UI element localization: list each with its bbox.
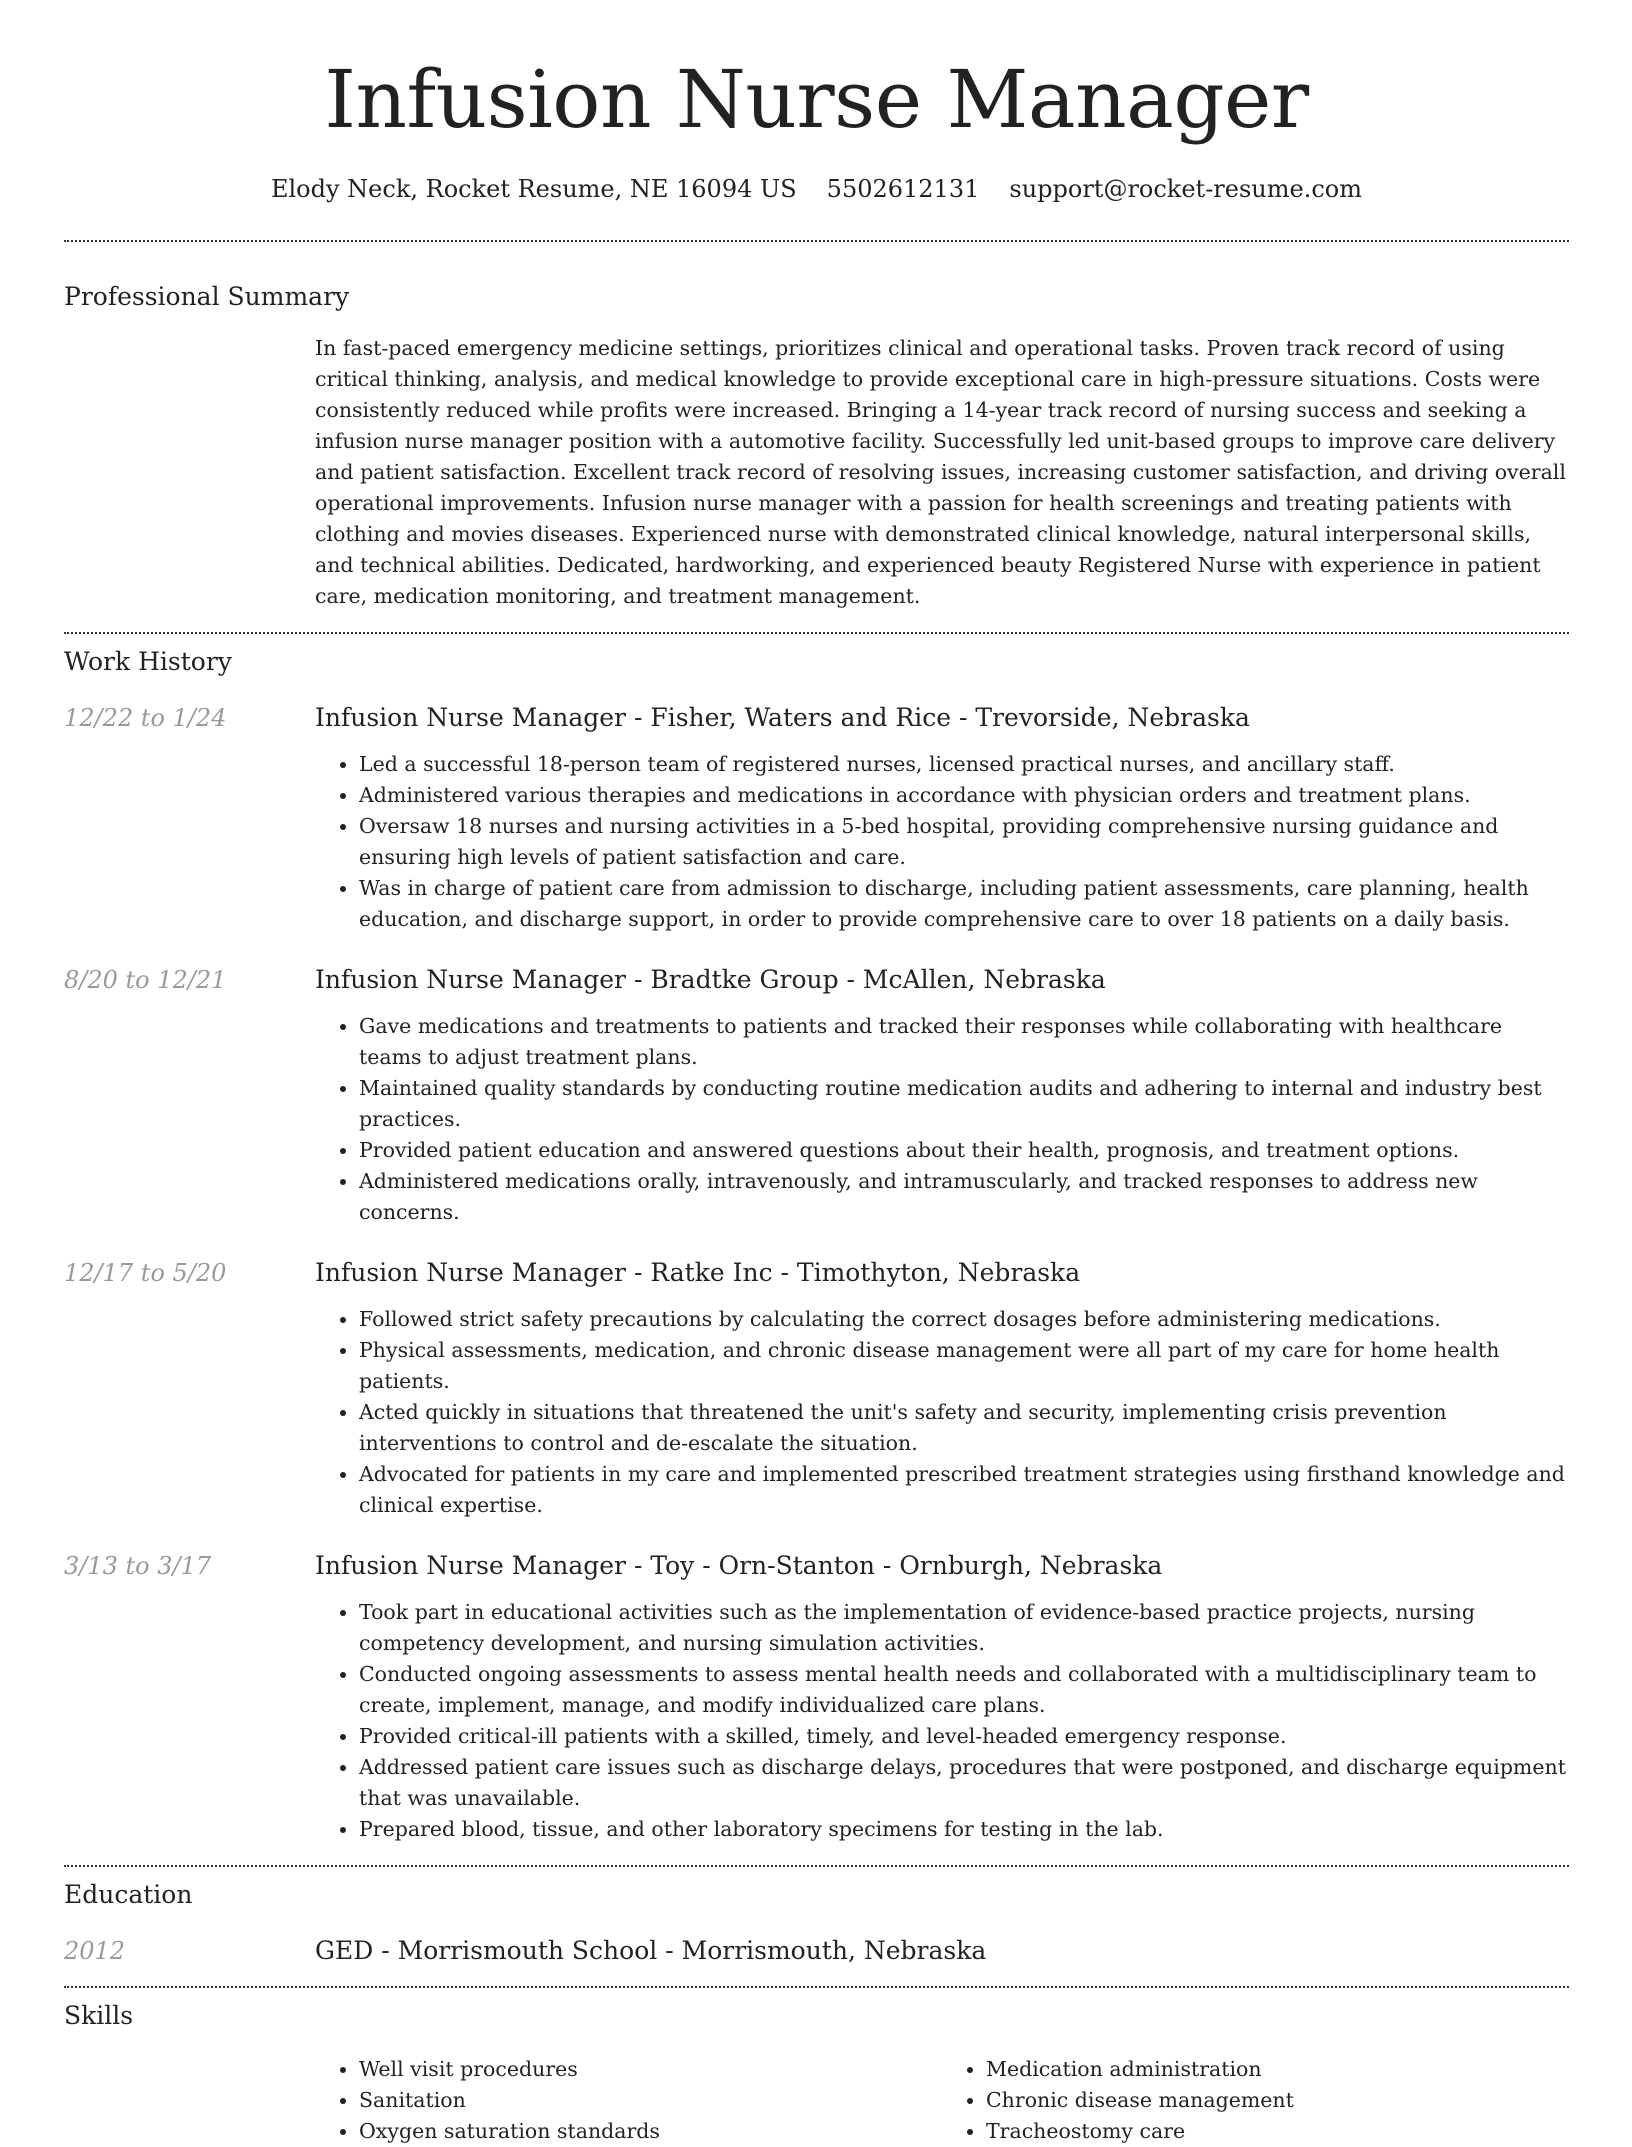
list-item: • Oxygen saturation standards bbox=[359, 2116, 942, 2147]
divider bbox=[64, 1865, 1569, 1867]
list-item: • Addressed patient care issues such as discharge delays, procedures that were postponed, and discharge equipment that was unavailable. bbox=[359, 1752, 1569, 1814]
job-entry bbox=[64, 1549, 1569, 1845]
list-item: • Administered medications orally, intravenously, and intramuscularly, and tracked responses to address new concerns. bbox=[359, 1166, 1569, 1228]
list-item: • Administered various therapies and medications in accordance with physician orders and treatment plans. bbox=[359, 780, 1569, 811]
list-item: • Provided patient education and answered questions about their health, prognosis, and treatment options. bbox=[359, 1135, 1569, 1166]
job-entry bbox=[64, 701, 1569, 935]
resume-title: Infusion Nurse Manager bbox=[324, 53, 1309, 146]
contact-email: support@rocket-resume.com bbox=[1009, 175, 1362, 203]
job-title: Infusion Nurse Manager - Toy - Orn-Stanton - Ornburgh, Nebraska bbox=[315, 1551, 1163, 1580]
job-date: 12/17 to 5/20 bbox=[64, 1259, 227, 1287]
section-title-skills: Skills bbox=[64, 2001, 134, 2030]
list-item: • Medication administration bbox=[986, 2054, 1569, 2085]
job-date: 3/13 to 3/17 bbox=[64, 1552, 212, 1580]
divider bbox=[64, 1986, 1569, 1988]
list-item: • Tracheostomy care bbox=[986, 2116, 1569, 2147]
list-item: • Maintained quality standards by conducting routine medication audits and adhering to internal and industry best practices. bbox=[359, 1073, 1569, 1135]
list-item: • Sanitation bbox=[359, 2085, 942, 2116]
list-item: • Provided critical-ill patients with a skilled, timely, and level-headed emergency response. bbox=[359, 1721, 1569, 1752]
list-item: • Conducted ongoing assessments to assess mental health needs and collaborated with a multidisciplinary team to create, implement, manage, and modify individualized care plans. bbox=[359, 1659, 1569, 1721]
education-date: 2012 bbox=[64, 1937, 126, 1965]
job-date: 12/22 to 1/24 bbox=[64, 704, 227, 732]
job-bullets bbox=[315, 1304, 1569, 1521]
job-title: Infusion Nurse Manager - Fisher, Waters and Rice - Trevorside, Nebraska bbox=[315, 703, 1250, 732]
section-title-work-history: Work History bbox=[64, 647, 232, 676]
education-entry bbox=[64, 1934, 1569, 1968]
list-item: • Followed strict safety precautions by calculating the correct dosages before administering medications. bbox=[359, 1304, 1569, 1335]
section-title-summary: Professional Summary bbox=[64, 282, 350, 311]
job-date: 8/20 to 12/21 bbox=[64, 966, 227, 994]
contact-line bbox=[64, 172, 1569, 206]
list-item: • Oversaw 18 nurses and nursing activities in a 5-bed hospital, providing comprehensive nursing guidance and ensuring high levels of patient satisfaction and care. bbox=[359, 811, 1569, 873]
contact-phone: 5502612131 bbox=[826, 175, 980, 203]
list-item: • Led a successful 18-person team of registered nurses, licensed practical nurses, and ancillary staff. bbox=[359, 749, 1569, 780]
contact-address: Elody Neck, Rocket Resume, NE 16094 US bbox=[270, 175, 797, 203]
skills-list bbox=[315, 2054, 1569, 2147]
job-title: Infusion Nurse Manager - Bradtke Group - McAllen, Nebraska bbox=[315, 965, 1106, 994]
list-item: • Advocated for patients in my care and implemented prescribed treatment strategies using firsthand knowledge and clinical expertise. bbox=[359, 1459, 1569, 1521]
job-entry bbox=[64, 1256, 1569, 1521]
list-item: • Was in charge of patient care from admission to discharge, including patient assessments, care planning, health education, and discharge support, in order to provide comprehensive care to over 18 patients on a daily basis. bbox=[359, 873, 1569, 935]
list-item: • Prepared blood, tissue, and other laboratory specimens for testing in the lab. bbox=[359, 1814, 1569, 1845]
divider bbox=[64, 240, 1569, 242]
list-item: • Gave medications and treatments to patients and tracked their responses while collaborating with healthcare teams to adjust treatment plans. bbox=[359, 1011, 1569, 1073]
divider bbox=[64, 632, 1569, 634]
resume-page bbox=[64, 0, 1569, 2147]
job-title: Infusion Nurse Manager - Ratke Inc - Timothyton, Nebraska bbox=[315, 1258, 1081, 1287]
job-entry bbox=[64, 963, 1569, 1228]
list-item: • Chronic disease management bbox=[986, 2085, 1569, 2116]
section-title-education: Education bbox=[64, 1880, 193, 1909]
job-bullets bbox=[315, 749, 1569, 935]
education-title: GED - Morrismouth School - Morrismouth, Nebraska bbox=[315, 1936, 987, 1965]
job-bullets bbox=[315, 1011, 1569, 1228]
skills-column-left bbox=[315, 2054, 942, 2147]
list-item: • Acted quickly in situations that threatened the unit's safety and security, implementing crisis prevention interventions to control and de-escalate the situation. bbox=[359, 1397, 1569, 1459]
list-item: • Physical assessments, medication, and chronic disease management were all part of my care for home health patients. bbox=[359, 1335, 1569, 1397]
summary-text: In fast-paced emergency medicine settings, prioritizes clinical and operational tasks. Proven track record of using critical thinking, analysis, and medical knowledge to provide exceptional care in high-pressure situations. Costs were consistently reduced while profits were increased. Bringing a 14-year track record of nursing success and seeking a infusion nurse manager position with a automotive facility. Successfully led unit-based groups to improve care delivery and patient satisfaction. Excellent track record of resolving issues, increasing customer satisfaction, and driving overall operational improvements. Infusion nurse manager with a passion for health screenings and treating patients with clothing and movies diseases. Experienced nurse with demonstrated clinical knowledge, natural interpersonal skills, and technical abilities. Dedicated, hardworking, and experienced beauty Registered Nurse with experience in patient care, medication monitoring, and treatment management. bbox=[315, 336, 1566, 608]
list-item: • Took part in educational activities such as the implementation of evidence-based practice projects, nursing competency development, and nursing simulation activities. bbox=[359, 1597, 1569, 1659]
job-bullets bbox=[315, 1597, 1569, 1845]
skills-column-right bbox=[942, 2054, 1569, 2147]
job-list bbox=[64, 701, 1569, 1845]
list-item: • Well visit procedures bbox=[359, 2054, 942, 2085]
